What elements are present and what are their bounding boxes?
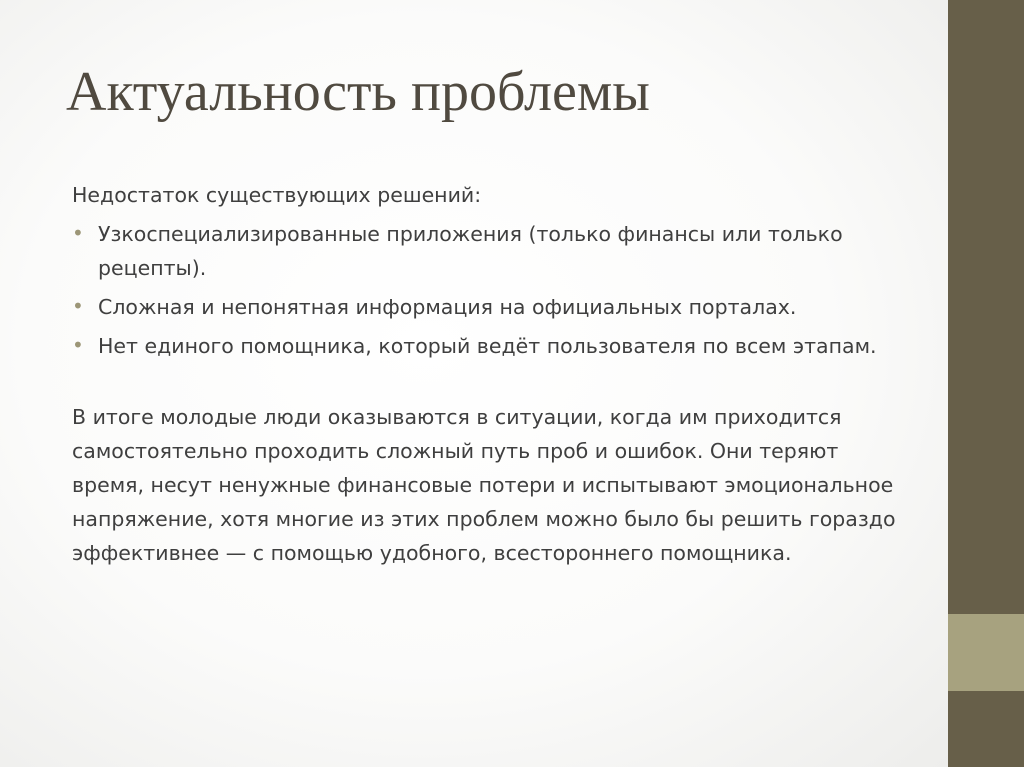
slide-content: [72, 178, 912, 570]
bullet-text: Узкоспециализированные приложения (только финансы или только рецепты).: [98, 222, 843, 280]
bullet-list: [72, 217, 912, 363]
bullet-icon: •: [72, 333, 84, 357]
bullet-icon: •: [72, 221, 84, 245]
bullet-item: [72, 329, 912, 363]
bullet-item: [72, 217, 912, 285]
intro-text: Недостаток существующих решений:: [72, 183, 482, 207]
slide-title: Актуальность проблемы: [66, 61, 650, 123]
conclusion-text: В итоге молодые люди оказываются в ситуации, когда им приходится самостоятельно проходить сложный путь проб и ошибок. Они теряют время, несут ненужные финансовые потери и испытывают эмоциональное напряжение, хотя многие из этих проблем можно было бы решить гораздо эффективнее — с помощью удобного, всестороннего помощника.: [72, 405, 896, 565]
bullet-icon: •: [72, 294, 84, 318]
bullet-text: Сложная и непонятная информация на официальных порталах.: [98, 295, 797, 319]
bullet-text: Нет единого помощника, который ведёт пользователя по всем этапам.: [98, 334, 877, 358]
side-decoration-accent: [948, 614, 1024, 691]
bullet-item: [72, 290, 912, 324]
